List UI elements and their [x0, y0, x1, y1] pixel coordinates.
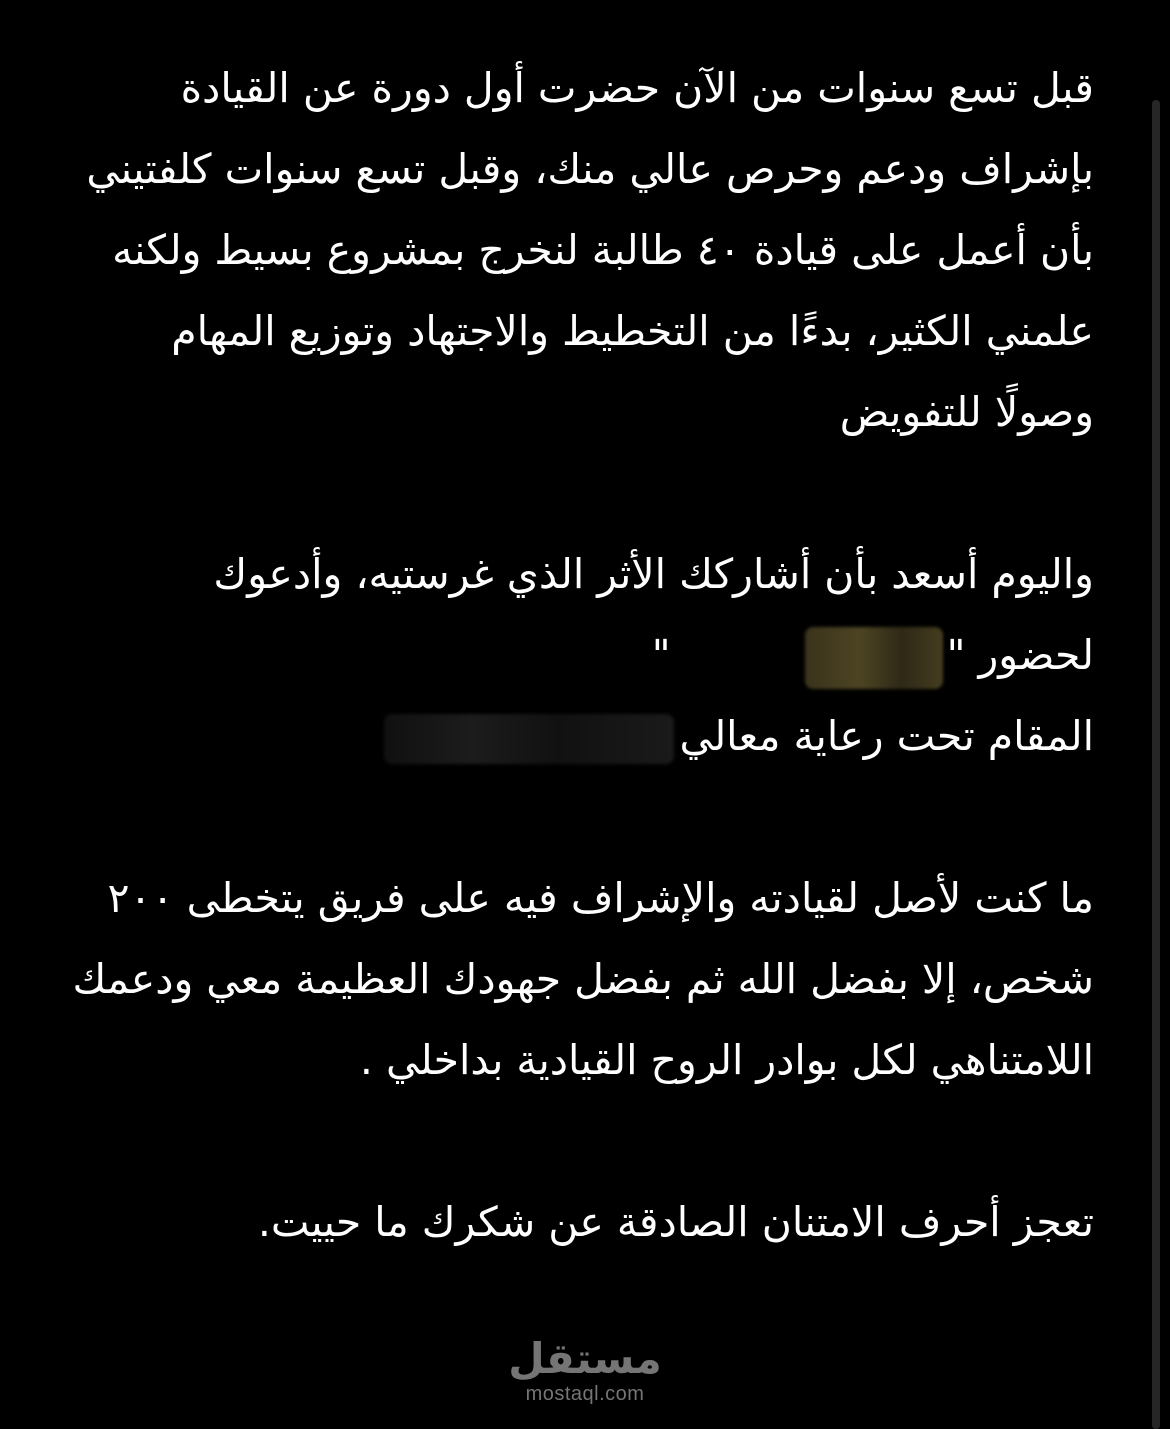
- watermark-domain: mostaql.com: [525, 1383, 645, 1405]
- note-body[interactable]: [60, 48, 1094, 1263]
- scrollbar[interactable]: [1152, 100, 1160, 1429]
- redacted-patron-name: [384, 714, 674, 764]
- paragraph-invitation: [60, 534, 1094, 777]
- paragraph-closing: تعجز أحرف الامتنان الصادقة عن شكرك ما حييت.: [257, 1198, 1094, 1246]
- invitation-event-prefix: لحضور ": [946, 631, 1094, 679]
- invitation-line: واليوم أسعد بأن أشاركك الأثر الذي غرستيه، وأدعوك: [213, 550, 1094, 598]
- invitation-event-suffix: ": [651, 631, 671, 679]
- redacted-event-name: [805, 627, 943, 689]
- mostaql-watermark: [505, 1335, 665, 1405]
- redacted-event-name-tail: [671, 627, 801, 689]
- watermark-logo: مستقل: [508, 1334, 662, 1383]
- paragraph-gratitude: ما كنت لأصل لقيادته والإشراف فيه على فريق يتخطى ٢٠٠ شخص، إلا بفضل الله ثم بفضل جهودك العظيمة معي ودعمك اللامتناهي لكل بوادر الروح القيادية بداخلي .: [72, 874, 1094, 1084]
- invitation-patron-prefix: المقام تحت رعاية معالي: [679, 712, 1094, 760]
- paragraph-memory: قبل تسع سنوات من الآن حضرت أول دورة عن القيادة بإشراف ودعم وحرص عالي منك، وقبل تسع سنوات كلفتيني بأن أعمل على قيادة ٤٠ طالبة لنخرج بمشروع بسيط ولكنه علمني الكثير، بدءًا من التخطيط والاجتهاد وتوزيع المهام وصولًا للتفويض: [86, 64, 1094, 436]
- scrollbar-thumb[interactable]: [1152, 100, 1160, 1429]
